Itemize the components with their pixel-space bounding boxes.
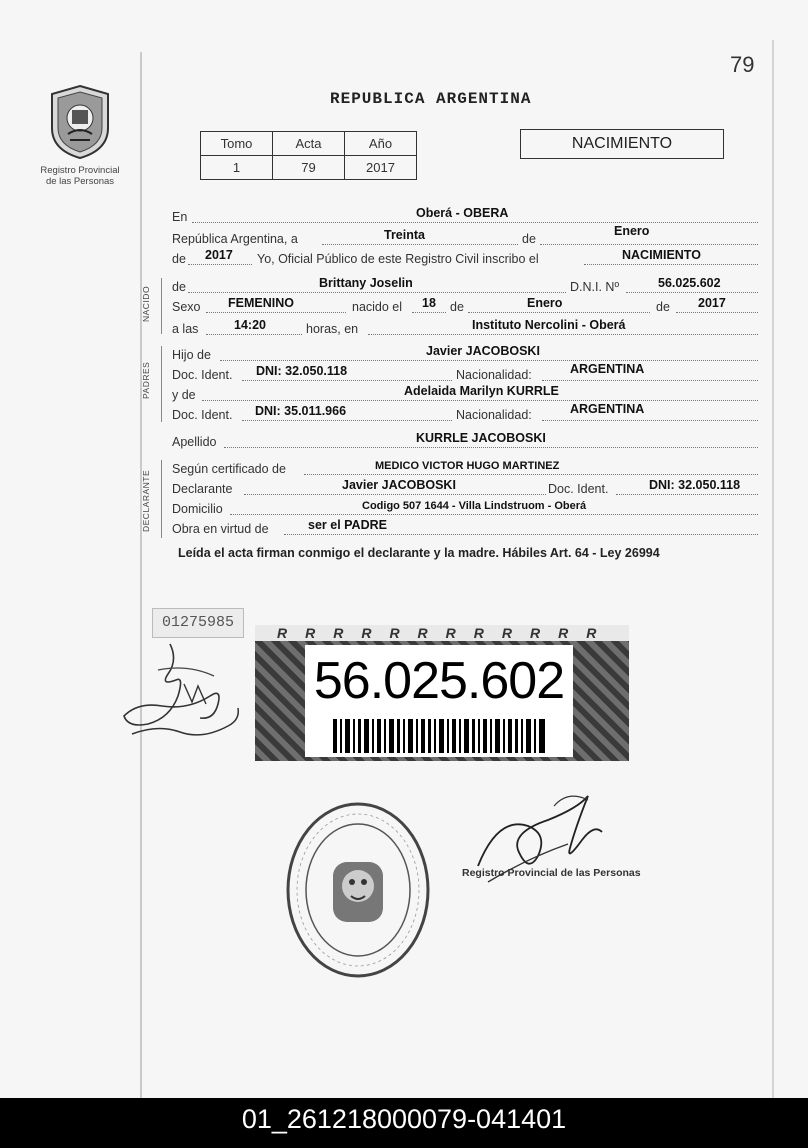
dni-sticker-panel	[305, 645, 573, 757]
anio-header: Año	[345, 132, 417, 156]
form-line-place: En Oberá - OBERA	[172, 206, 758, 226]
birth-place: Instituto Nercolini - Oberá	[472, 318, 626, 332]
mother-nationality: ARGENTINA	[570, 402, 645, 416]
birth-time: 14:20	[234, 318, 266, 332]
registrar-stamp: Registro Provincial de las Personas	[462, 867, 641, 879]
address-value: Codigo 507 1644 - Villa Lindstruom - Oberá	[362, 500, 587, 512]
form-line-year: de 2017 Yo, Oficial Público de este Registro Civil inscribo el NACIMIENTO	[172, 248, 758, 268]
page-edge	[772, 40, 774, 1098]
acta-value: 79	[273, 156, 345, 180]
form-line-certificate: Según certificado de MEDICO VICTOR HUGO MARTINEZ	[172, 458, 758, 478]
page-edge	[140, 52, 142, 1098]
sex-value: FEMENINO	[228, 296, 294, 310]
section-label-nacido: NACIDO	[141, 285, 151, 322]
document-footer-code: 01_261218000079-041401	[0, 1098, 808, 1148]
dni-sticker	[255, 625, 629, 761]
mother-name: Adelaida Marilyn KURRLE	[404, 384, 559, 398]
day-value: Treinta	[384, 228, 425, 242]
year-value: 2017	[205, 248, 233, 262]
form-line-mother: y de Adelaida Marilyn KURRLE	[172, 384, 758, 404]
certificate-value: MEDICO VICTOR HUGO MARTINEZ	[375, 460, 560, 472]
father-doc: DNI: 32.050.118	[256, 364, 348, 378]
city-value: Oberá - OBERA	[416, 206, 509, 220]
form-line-declarant: Declarante Javier JACOBOSKI Doc. Ident. DNI: 32.050.118	[172, 478, 758, 498]
page-number: 79	[730, 52, 755, 77]
section-divider	[161, 460, 162, 538]
section-label-declarante: DECLARANTE	[141, 469, 151, 532]
closing-statement: Leída el acta firman conmigo el declarante y la madre. Hábiles Art. 64 - Ley 26994	[178, 546, 660, 560]
section-divider	[161, 278, 162, 334]
tomo-header: Tomo	[201, 132, 273, 156]
form-line-father: Hijo de Javier JACOBOSKI	[172, 344, 758, 364]
record-type-box: NACIMIENTO	[520, 129, 724, 159]
security-strip: RRRRRRRRRRRR	[255, 625, 629, 641]
father-name: Javier JACOBOSKI	[426, 344, 540, 358]
reason-value: ser el PADRE	[308, 518, 387, 532]
form-line-father-doc: Doc. Ident. DNI: 32.050.118 Nacionalidad: ARGENTINA	[172, 364, 758, 384]
form-line-time: a las 14:20 horas, en Instituto Nercolini - Oberá	[172, 318, 758, 338]
child-name: Brittany Joselin	[319, 276, 413, 290]
registry-label: Registro Provincial de las Personas	[40, 165, 120, 187]
official-seal-icon	[283, 800, 433, 980]
document-title: REPUBLICA ARGENTINA	[330, 90, 532, 108]
acta-header: Acta	[273, 132, 345, 156]
officer-signature-icon	[118, 640, 248, 750]
dni-number: 56.025.602	[313, 652, 565, 710]
form-line-mother-doc: Doc. Ident. DNI: 35.011.966 Nacionalidad: ARGENTINA	[172, 404, 758, 424]
mother-doc: DNI: 35.011.966	[255, 404, 347, 418]
birth-year: 2017	[698, 296, 726, 310]
child-dni: 56.025.602	[658, 276, 721, 290]
tomo-value: 1	[201, 156, 273, 180]
serial-number: 01275985	[152, 608, 244, 638]
section-divider	[161, 346, 162, 422]
declarant-name: Javier JACOBOSKI	[342, 478, 456, 492]
form-line-name: de Brittany Joselin D.N.I. Nº 56.025.602	[172, 276, 758, 296]
barcode-icon	[333, 719, 545, 753]
anio-value: 2017	[345, 156, 417, 180]
section-label-padres: PADRES	[141, 361, 151, 399]
surname-value: KURRLE JACOBOSKI	[416, 431, 546, 445]
form-line-date: República Argentina, a Treinta de Enero	[172, 228, 758, 248]
birth-day: 18	[422, 296, 436, 310]
form-line-birth: Sexo FEMENINO nacido el 18 de Enero de 2017	[172, 296, 758, 316]
record-table	[200, 131, 417, 180]
declarant-doc: DNI: 32.050.118	[649, 478, 741, 492]
form-line-surname: Apellido KURRLE JACOBOSKI	[172, 431, 758, 451]
provincial-crest-icon	[48, 84, 112, 160]
month-value: Enero	[614, 224, 650, 238]
birth-month: Enero	[527, 296, 563, 310]
form-line-reason: Obra en virtud de ser el PADRE	[172, 518, 758, 538]
form-line-address: Domicilio Codigo 507 1644 - Villa Lindstruom - Oberá	[172, 498, 758, 518]
father-nationality: ARGENTINA	[570, 362, 645, 376]
inscription-value: NACIMIENTO	[622, 248, 701, 262]
